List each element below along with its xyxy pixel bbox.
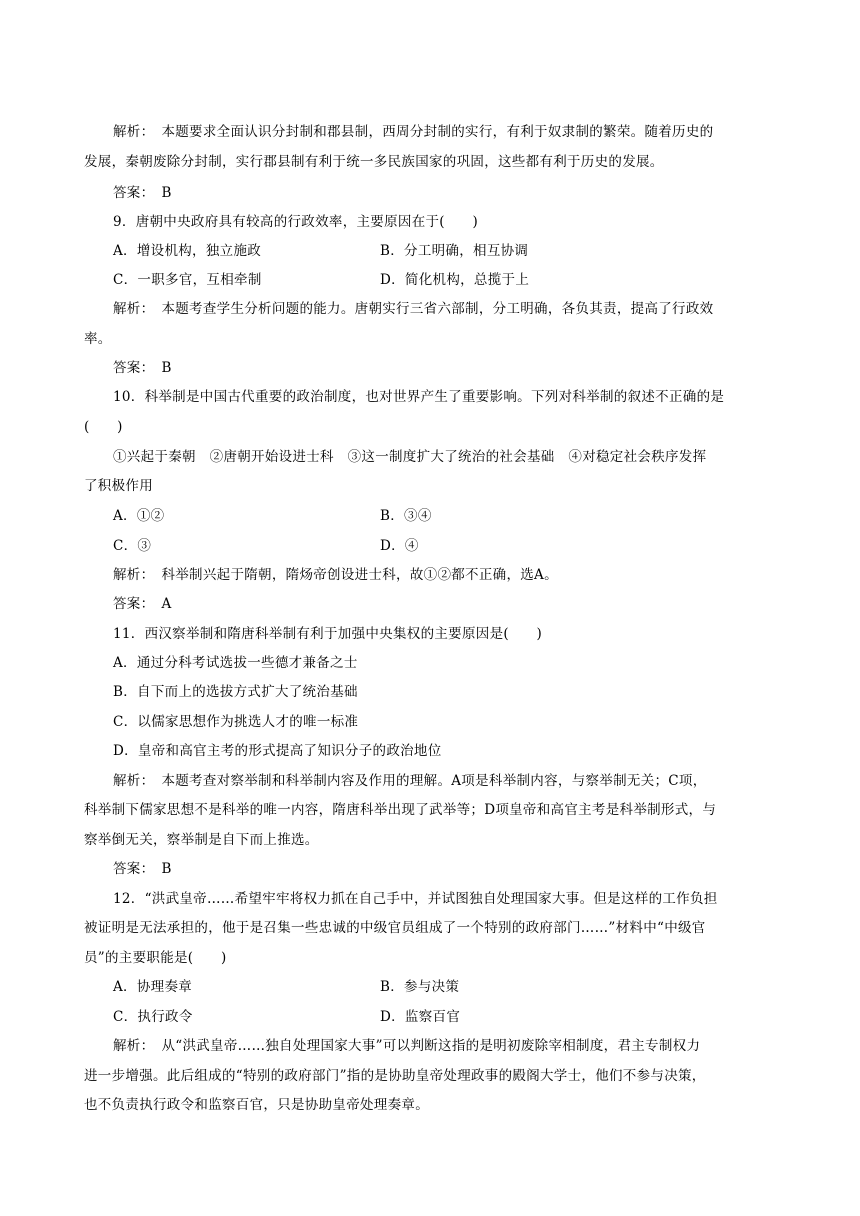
q11-stem: 11．西汉察举制和隋唐科举制有利于加强中央集权的主要原因是( )	[113, 626, 543, 642]
q12-analysis-line: 也不负责执行政令和监察百官，只是协助皇帝处理奏章。	[84, 1097, 429, 1113]
q11-analysis-line: 科举制下儒家思想不是科举的唯一内容，隋唐科举出现了武举等；D项皇帝和高官主考是科举制形式，与	[84, 802, 717, 818]
q12-option-a: A．协理奏章	[113, 979, 193, 995]
q12-stem-line: 员”的主要职能是( )	[84, 950, 227, 966]
q11-option-a: A．通过分科考试选拔一些德才兼备之士	[113, 655, 358, 671]
q12-option-b: B．参与决策	[380, 979, 460, 995]
q10-items-line: ①兴起于秦朝 ②唐朝开始设进士科 ③这一制度扩大了统治的社会基础 ④对稳定社会秩序发挥	[113, 449, 707, 465]
q9-stem: 9．唐朝中央政府具有较高的行政效率，主要原因在于( )	[113, 214, 479, 230]
q11-option-b: B．自下而上的选拔方式扩大了统治基础	[113, 684, 358, 700]
q8-analysis-line: 发展，秦朝废除分封制，实行郡县制有利于统一多民族国家的巩固，这些都有利于历史的发展。	[84, 154, 664, 170]
q11-option-c: C．以儒家思想作为挑选人才的唯一标准	[113, 714, 359, 730]
q10-option-a: A．①②	[113, 508, 165, 524]
q8-answer: 答案： B	[113, 185, 172, 201]
q12-stem-line: 12．“洪武皇帝……希望牢牢将权力抓在自己手中，并试图独自处理国家大事。但是这样的工作负担	[113, 891, 718, 907]
q9-option-b: B．分工明确，相互协调	[380, 243, 529, 259]
q10-answer: 答案： A	[113, 596, 172, 612]
q9-option-a: A．增设机构，独立施政	[113, 243, 262, 259]
q12-stem-line: 被证明是无法承担的，他于是召集一些忠诚的中级官员组成了一个特别的政府部门……”材料中“中级官	[84, 920, 706, 936]
q11-analysis-line: 解析： 本题考查对察举制和科举制内容及作用的理解。A项是科举制内容，与察举制无关；C项，	[113, 773, 707, 789]
q10-analysis: 解析： 科举制兴起于隋朝，隋炀帝创设进士科，故①②都不正确，选A。	[113, 567, 558, 583]
q12-analysis-line: 解析： 从“洪武皇帝……独自处理国家大事”可以判断这指的是明初废除宰相制度，君主专制权力	[113, 1038, 701, 1054]
q12-analysis-line: 进一步增强。此后组成的“特别的政府部门”指的是协助皇帝处理政事的殿阁大学士，他们不参与决策，	[84, 1068, 706, 1084]
q9-analysis-line: 率。	[84, 331, 112, 347]
q8-analysis-line: 解析： 本题要求全面认识分封制和郡县制，西周分封制的实行，有利于奴隶制的繁荣。随着历史的	[113, 124, 714, 140]
q10-items-line: 了积极作用	[84, 478, 153, 494]
q9-option-c: C．一职多官，互相牵制	[113, 272, 262, 288]
q10-stem-line: ( )	[84, 419, 123, 435]
q10-option-d: D．④	[380, 538, 419, 554]
q10-stem-line: 10．科举制是中国古代重要的政治制度，也对世界产生了重要影响。下列对科举制的叙述不正确的是	[113, 389, 725, 405]
q11-option-d: D．皇帝和高官主考的形式提高了知识分子的政治地位	[113, 743, 442, 759]
q12-option-c: C．执行政令	[113, 1009, 193, 1025]
q10-option-c: C．③	[113, 538, 152, 554]
q10-option-b: B．③④	[380, 508, 432, 524]
q9-answer: 答案： B	[113, 360, 172, 376]
q9-analysis-line: 解析： 本题考查学生分析问题的能力。唐朝实行三省六部制，分工明确，各负其责，提高了行政效	[113, 301, 714, 317]
q12-option-d: D．监察百官	[380, 1009, 461, 1025]
q11-answer: 答案： B	[113, 861, 172, 877]
q9-option-d: D．简化机构，总揽于上	[380, 272, 530, 288]
q11-analysis-line: 察举倒无关，察举制是自下而上推选。	[84, 832, 319, 848]
